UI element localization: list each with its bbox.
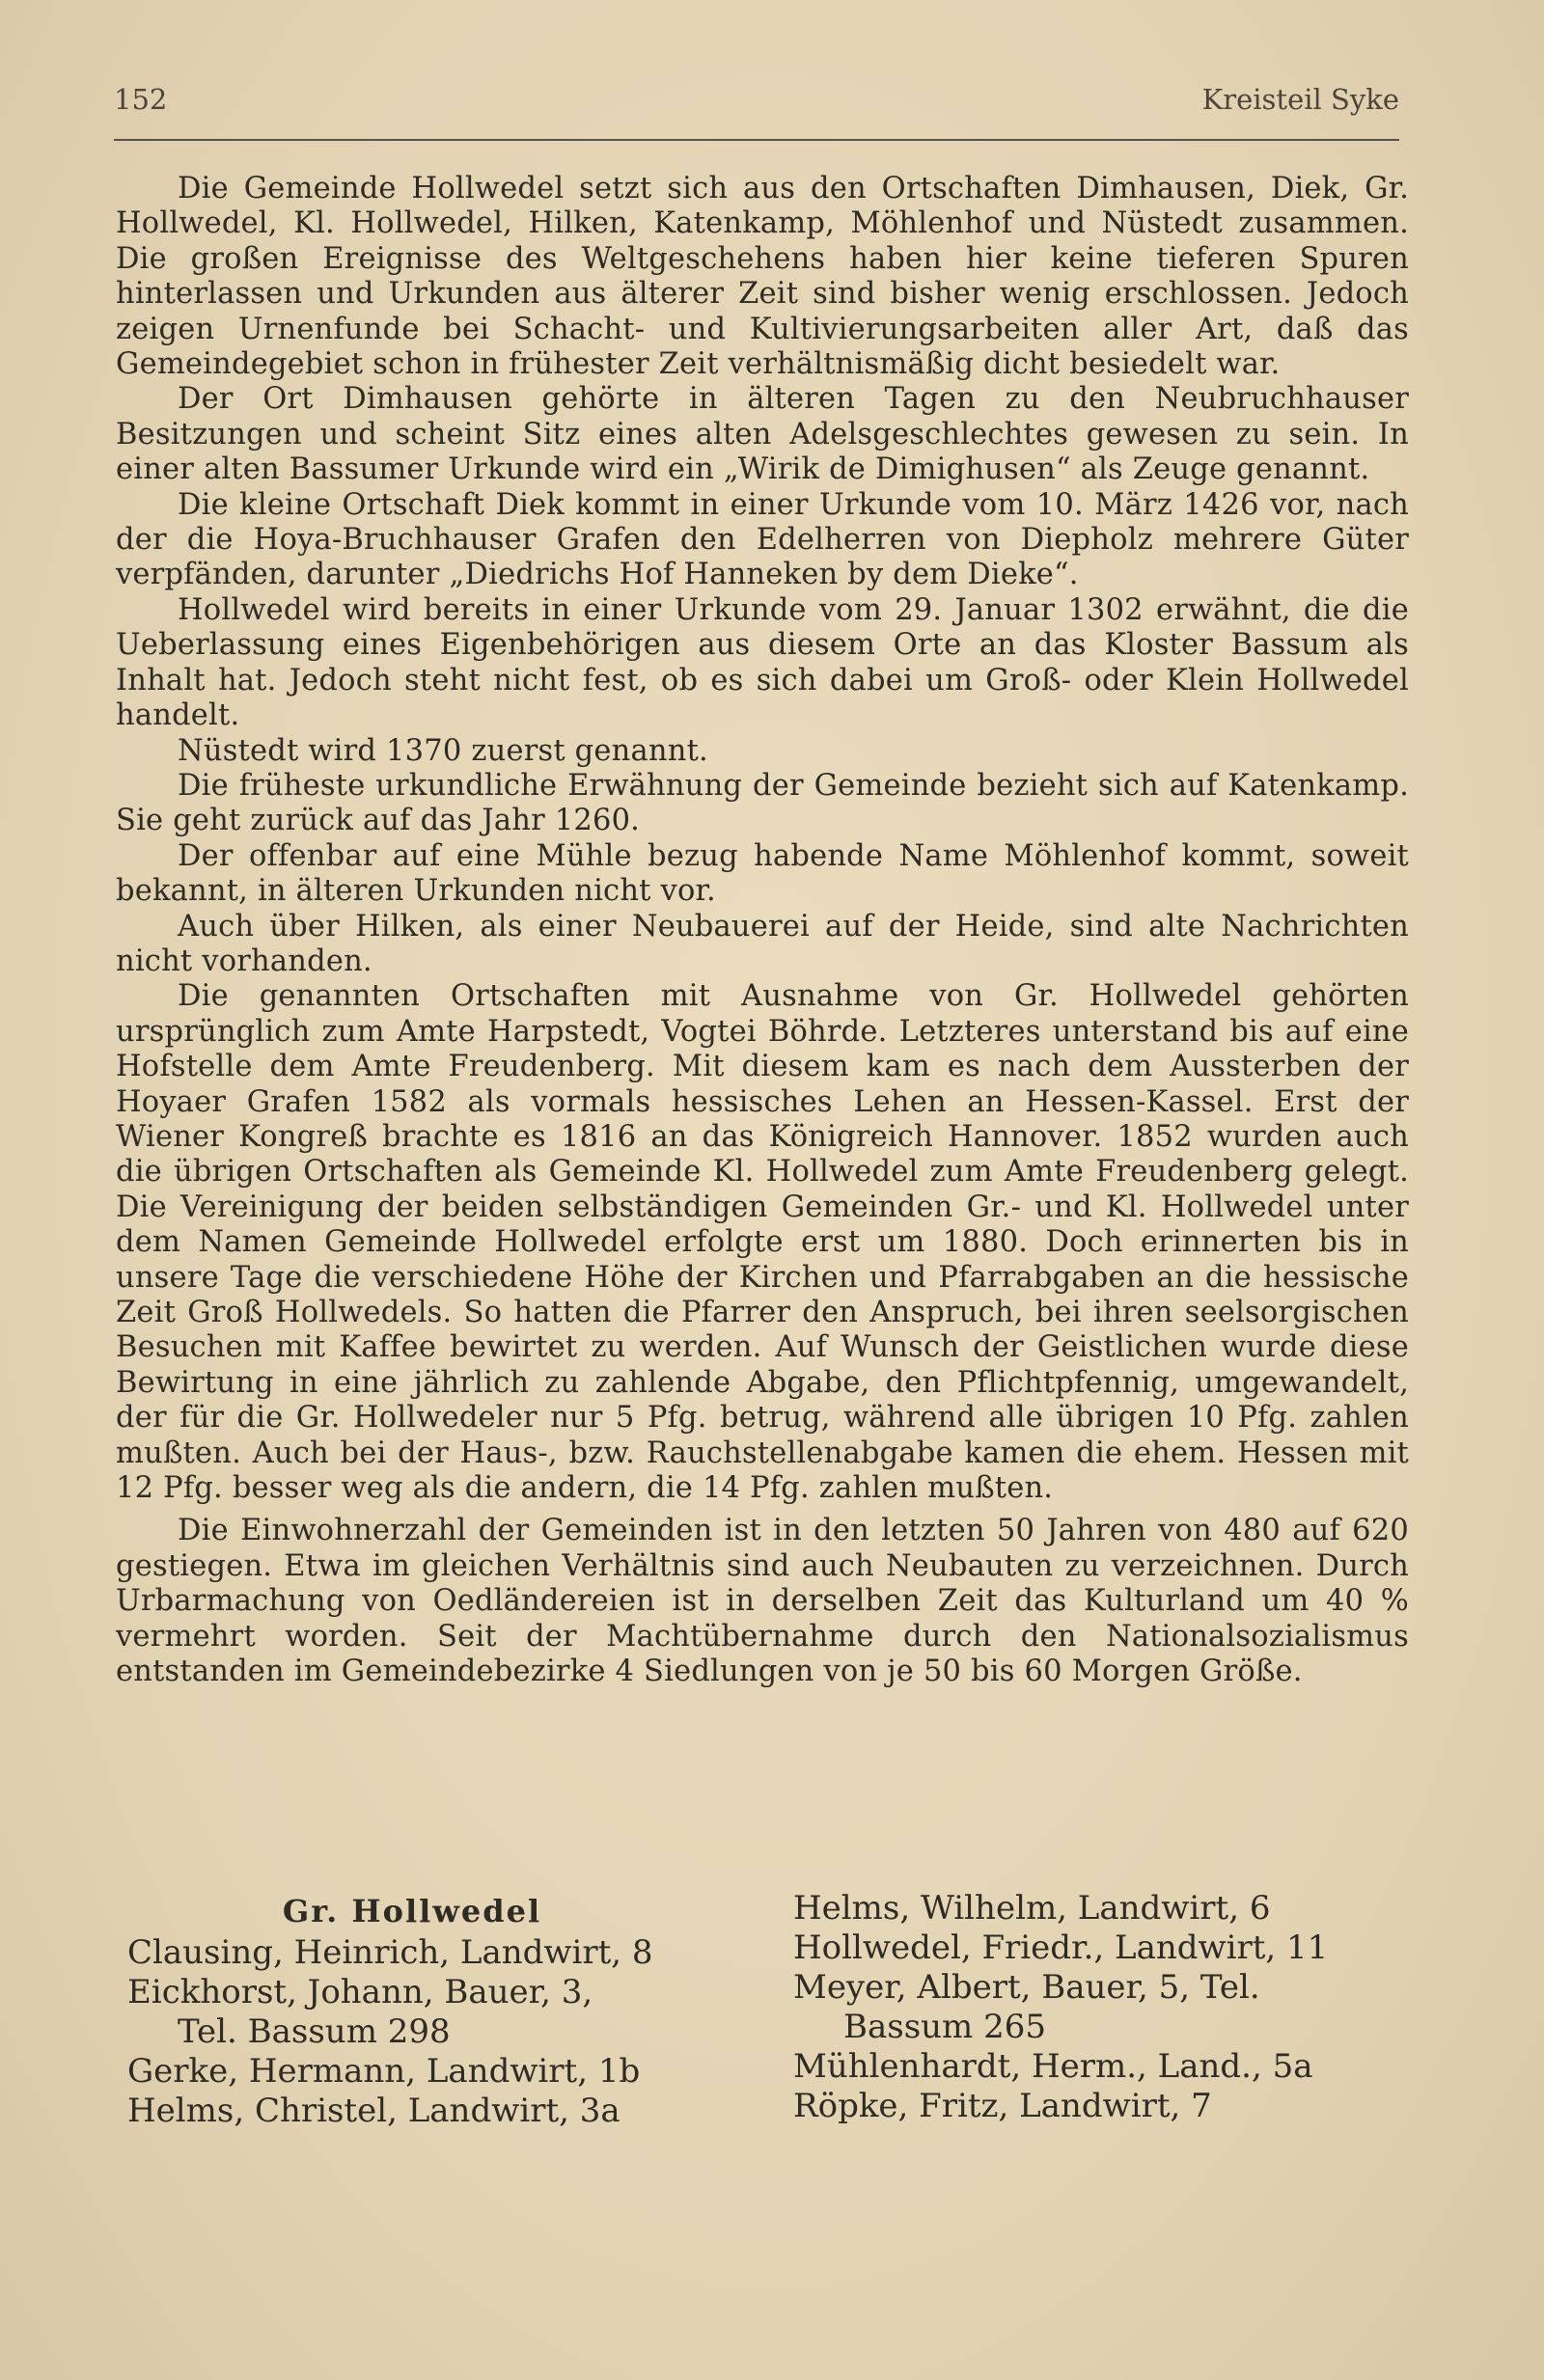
directory-entry: Eickhorst, Johann, Bauer, 3, (127, 1973, 593, 2011)
directory-entry-continuation: Tel. Bassum 298 (178, 2012, 451, 2051)
directory-entry: Meyer, Albert, Bauer, 5, Tel. (793, 1968, 1260, 2007)
directory-entry: Hollwedel, Friedr., Landwirt, 11 (793, 1929, 1329, 1967)
directory-entry: Clausing, Heinrich, Landwirt, 8 (127, 1933, 653, 1972)
paragraph: Die genannten Ortschaften mit Ausnahme von Gr. Hollwedel gehörten ursprünglich zum Amte Harpstedt, Vogtei Böhrde. Letzteres unterstand bis auf eine Hofstelle dem Amte Freudenberg. Mit diesem kam es nach dem Aussterben der Hoyaer Grafen 1582 als vormals hessisches Lehen an Hessen-Kassel. Erst der Wiener Kongreß brachte es 1816 an das Königreich Hannover. 1852 wurden auch die übrigen Ortschaften als Gemeinde Kl. Hollwedel zum Amte Freudenberg gelegt. Die Vereinigung der beiden selbständigen Gemeinden Gr.- und Kl. Hollwedel unter dem Namen Gemeinde Hollwedel erfolgte erst um 1880. Doch erinnerten bis in unsere Tage die verschiedene Höhe der Kirchen und Pfarrabgaben an die hessische Zeit Groß Hollwedels. So hatten die Pfarrer den Anspruch, bei ihren seelsorgischen Besuchen mit Kaffee bewirtet zu werden. Auf Wunsch der Geistlichen wurde diese Bewirtung in eine jährlich zu zahlende Abgabe, den Pflichtpfennig, umgewandelt, der für die Gr. Hollwedeler nur 5 Pfg. betrug, während alle übrigen 10 Pfg. zahlen mußten. Auch bei der Haus-, bzw. Rauchstellenabgabe kamen die ehem. Hessen mit 12 Pfg. besser weg als die andern, die 14 Pfg. zahlen mußten. (116, 979, 1409, 1506)
paragraph: Die kleine Ortschaft Diek kommt in einer Urkunde vom 10. März 1426 vor, nach der die Hoya-Bruchhauser Grafen den Edelherren von Diepholz mehrere Güter verpfänden, darunter „Diedrichs Hof Hanneken by dem Dieke“. (116, 487, 1409, 592)
running-title: Kreisteil Syke (1201, 83, 1399, 116)
paragraph: Die Einwohnerzahl der Gemeinden ist in den letzten 50 Jahren von 480 auf 620 gestiegen. Etwa im gleichen Verhältnis sind auch Neubauten zu verzeichnen. Durch Urbarmachung von Oedländereien ist in derselben Zeit das Kulturland um 40 % vermehrt worden. Seit der Machtübernahme durch den Nationalsozialismus entstanden im Gemeindebezirke 4 Siedlungen von je 50 bis 60 Morgen Größe. (116, 1514, 1409, 1689)
paragraph: Auch über Hilken, als einer Neubauerei auf der Heide, sind alte Nachrichten nicht vorhanden. (116, 909, 1409, 978)
directory-column-left (127, 1889, 755, 2131)
paragraph: Der offenbar auf eine Mühle bezug habende Name Möhlenhof kommt, soweit bekannt, in älteren Urkunden nicht vor. (116, 838, 1409, 909)
paragraph: Hollwedel wird bereits in einer Urkunde vom 29. Januar 1302 erwähnt, die die Ueberlassung eines Eigenbehörigen aus diesem Orte an das Kloster Bassum als Inhalt hat. Jedoch steht nicht fest, ob es sich dabei um Groß- oder Klein Hollwedel handelt. (116, 592, 1409, 733)
page-number: 152 (114, 83, 168, 116)
paragraph: Die früheste urkundliche Erwähnung der Gemeinde bezieht sich auf Katenkamp. Sie geht zurück auf das Jahr 1260. (116, 768, 1409, 838)
body-text (116, 172, 1409, 1689)
paragraph: Die Gemeinde Hollwedel setzt sich aus den Ortschaften Dimhausen, Diek, Gr. Hollwedel, Kl. Hollwedel, Hilken, Katenkamp, Möhlenhof und Nüstedt zusammen. Die großen Ereignisse des Weltgeschehens haben hier keine tieferen Spuren hinterlassen und Urkunden aus älterer Zeit sind bisher wenig erschlossen. Jedoch zeigen Urnenfunde bei Schacht- und Kultivierungsarbeiten aller Art, daß das Gemeindegebiet schon in frühester Zeit verhältnismäßig dicht besiedelt war. (116, 172, 1409, 382)
directory-title: Gr. Hollwedel (282, 1893, 542, 1929)
paragraph: Nüstedt wird 1370 zuerst genannt. (178, 733, 708, 768)
directory-entry: Gerke, Hermann, Landwirt, 1b (127, 2052, 641, 2091)
paragraph: Der Ort Dimhausen gehörte in älteren Tagen zu den Neubruchhauser Besitzungen und scheint Sitz eines alten Adelsgeschlechtes gewesen zu sein. In einer alten Bassumer Urkunde wird ein „Wirik de Dimighusen“ als Zeuge genannt. (116, 382, 1409, 487)
directory-entry: Helms, Christel, Landwirt, 3a (127, 2092, 620, 2130)
directory-entry: Mühlenhardt, Herm., Land., 5a (793, 2047, 1313, 2086)
directory-column-right (793, 1889, 1420, 2131)
resident-directory (127, 1889, 1420, 2131)
directory-entry: Helms, Wilhelm, Landwirt, 6 (793, 1889, 1271, 1928)
page-header (114, 83, 1399, 131)
header-rule (114, 139, 1399, 141)
directory-entry: Röpke, Fritz, Landwirt, 7 (793, 2087, 1212, 2125)
directory-entry-continuation: Bassum 265 (843, 2008, 1046, 2046)
